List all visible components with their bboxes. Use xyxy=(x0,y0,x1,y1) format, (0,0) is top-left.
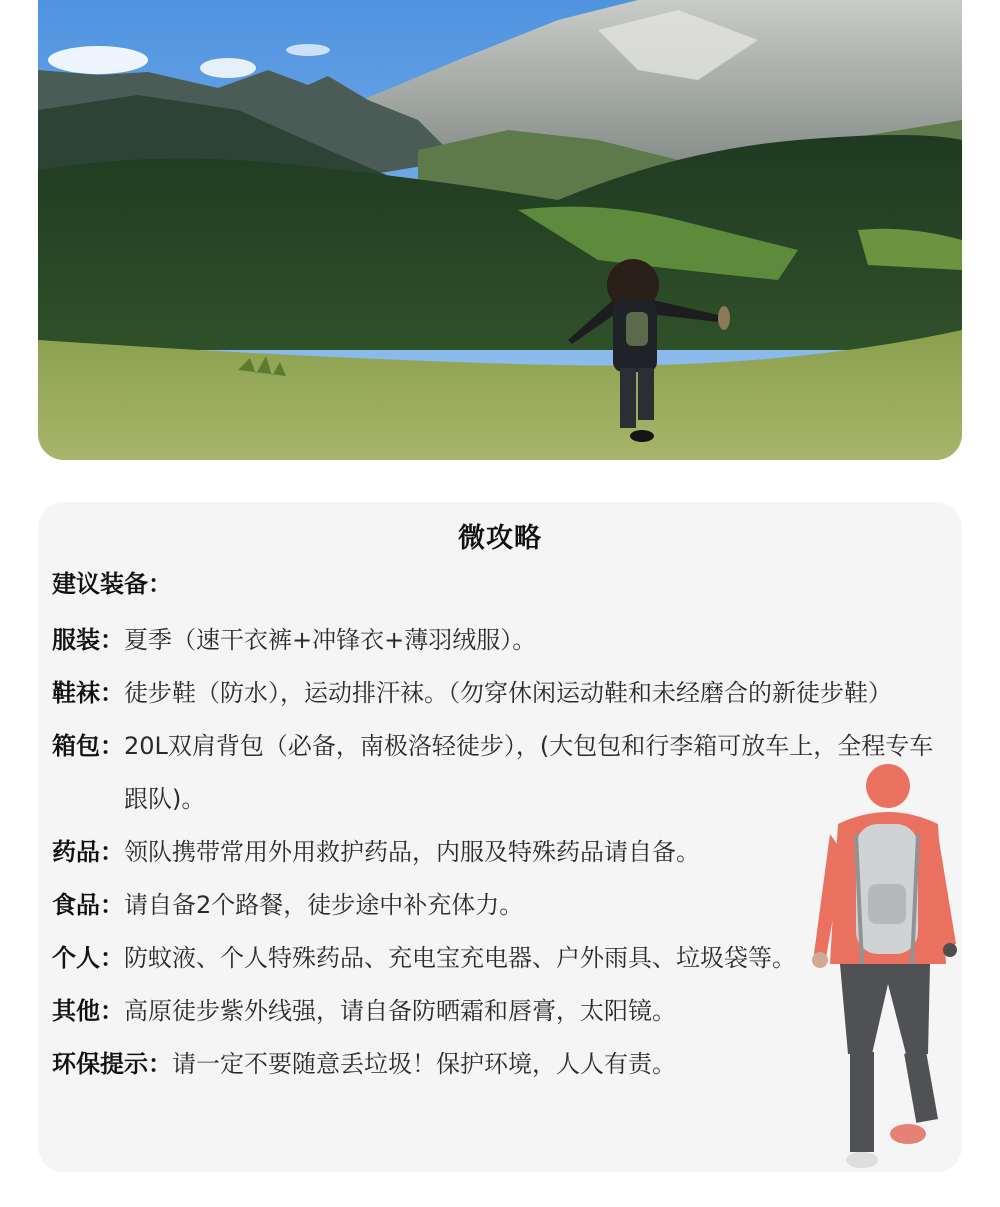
list-item-clothing xyxy=(52,614,952,667)
item-text: 徒步鞋（防水），运动排汗袜。（勿穿休闲运动鞋和未经磨合的新徒步鞋） xyxy=(124,679,892,707)
list-item-shoes xyxy=(52,667,952,720)
section-heading: 建议装备： xyxy=(52,570,172,598)
item-text: 夏季（速干衣裤+冲锋衣+薄羽绒服）。 xyxy=(124,626,537,654)
item-text: 高原徒步紫外线强，请自备防晒霜和唇膏，太阳镜。 xyxy=(124,997,676,1025)
mountain-meadow-image xyxy=(38,0,962,460)
item-label: 个人： xyxy=(52,944,124,972)
guide-card xyxy=(38,502,962,1172)
item-text: 请一定不要随意丢垃圾！保护环境，人人有责。 xyxy=(172,1050,676,1078)
item-label: 服装： xyxy=(52,626,124,654)
item-label: 其他： xyxy=(52,997,124,1025)
item-text: 20L双肩背包（必备，南极洛轻徒步），(大包包和行李箱可放车上，全程专车跟队)。 xyxy=(124,732,934,813)
hero-photo xyxy=(38,0,962,460)
item-label: 鞋袜： xyxy=(52,679,124,707)
item-label: 食品： xyxy=(52,891,124,919)
item-text: 领队携带常用外用救护药品，内服及特殊药品请自备。 xyxy=(124,838,700,866)
item-label: 箱包： xyxy=(52,732,124,760)
item-text: 防蚊液、个人特殊药品、充电宝充电器、户外雨具、垃圾袋等。 xyxy=(124,944,796,972)
card-title: 微攻略 xyxy=(458,523,542,554)
item-label: 药品： xyxy=(52,838,124,866)
item-label: 环保提示： xyxy=(52,1050,172,1078)
backpacker-illustration xyxy=(810,764,960,1172)
item-text: 请自备2个路餐，徒步途中补充体力。 xyxy=(124,891,524,919)
